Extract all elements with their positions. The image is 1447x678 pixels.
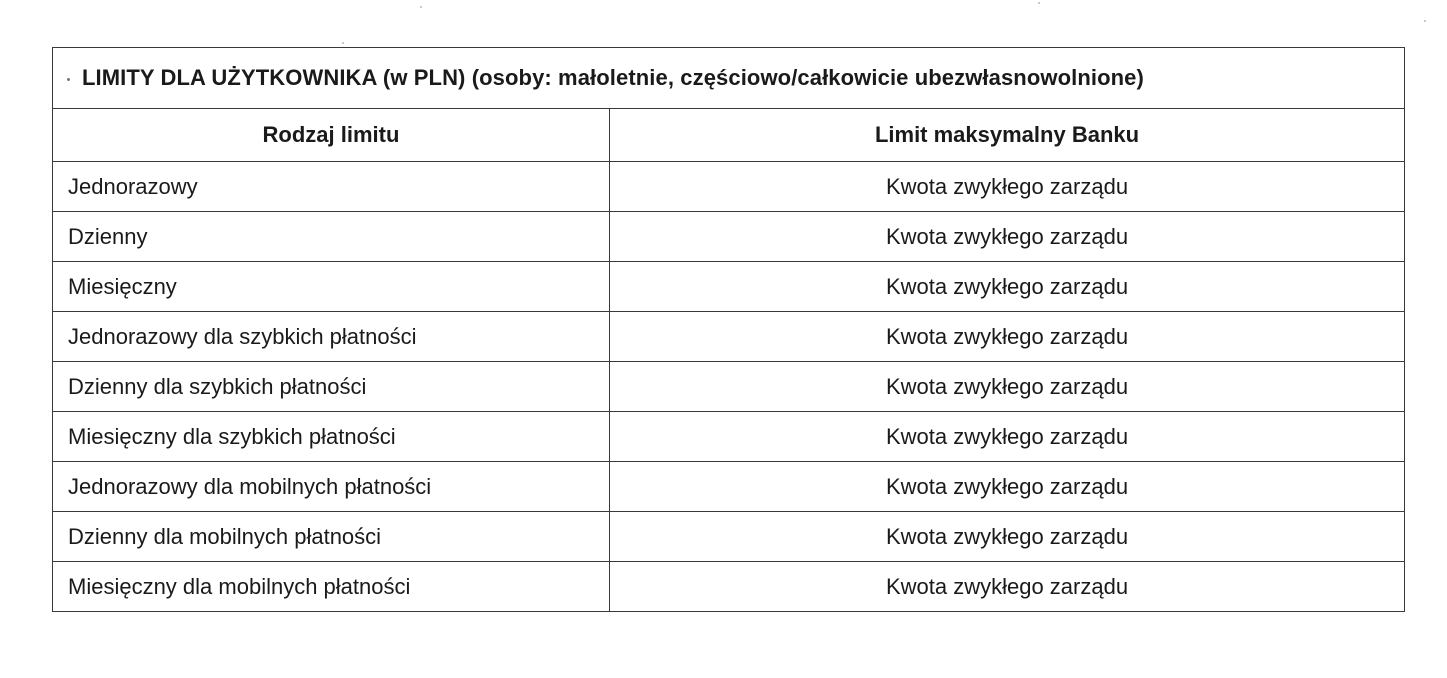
limit-value-cell: Kwota zwykłego zarządu: [610, 312, 1405, 362]
limits-table: [52, 47, 1405, 612]
limit-type-cell: Dzienny dla szybkich płatności: [53, 362, 610, 412]
scan-speck: [342, 42, 344, 44]
column-header-bank-max-limit: Limit maksymalny Banku: [610, 109, 1405, 162]
limit-value-cell: Kwota zwykłego zarządu: [610, 362, 1405, 412]
limit-value-cell: Kwota zwykłego zarządu: [610, 412, 1405, 462]
limit-type-cell: Miesięczny dla szybkich płatności: [53, 412, 610, 462]
limit-value-cell: Kwota zwykłego zarządu: [610, 512, 1405, 562]
table-row: [53, 562, 1405, 612]
limit-value-cell: Kwota zwykłego zarządu: [610, 162, 1405, 212]
scan-speck: [1424, 20, 1426, 22]
limit-type-cell: Jednorazowy dla szybkich płatności: [53, 312, 610, 362]
table-row: [53, 512, 1405, 562]
limit-value-cell: Kwota zwykłego zarządu: [610, 212, 1405, 262]
table-row: [53, 162, 1405, 212]
limit-type-cell: Jednorazowy dla mobilnych płatności: [53, 462, 610, 512]
limit-type-cell: Miesięczny dla mobilnych płatności: [53, 562, 610, 612]
table-row: [53, 462, 1405, 512]
limit-type-cell: Jednorazowy: [53, 162, 610, 212]
table-row: [53, 212, 1405, 262]
limit-type-cell: Miesięczny: [53, 262, 610, 312]
table-row: [53, 312, 1405, 362]
table-title: LIMITY DLA UŻYTKOWNIKA (w PLN) (osoby: małoletnie, częściowo/całkowicie ubezwłasnowolnione): [82, 65, 1144, 90]
limit-type-cell: Dzienny: [53, 212, 610, 262]
table-row: [53, 362, 1405, 412]
table-title-cell: [53, 48, 1405, 109]
limit-type-cell: Dzienny dla mobilnych płatności: [53, 512, 610, 562]
table-row: [53, 412, 1405, 462]
table-header-row: [53, 109, 1405, 162]
limit-value-cell: Kwota zwykłego zarządu: [610, 262, 1405, 312]
scan-speck: [420, 6, 422, 8]
document-page: [52, 47, 1404, 612]
table-title-row: [53, 48, 1405, 109]
limit-value-cell: Kwota zwykłego zarządu: [610, 562, 1405, 612]
scan-dot: [67, 78, 70, 81]
column-header-limit-type: Rodzaj limitu: [53, 109, 610, 162]
table-row: [53, 262, 1405, 312]
limit-value-cell: Kwota zwykłego zarządu: [610, 462, 1405, 512]
scan-speck: [1038, 2, 1040, 4]
